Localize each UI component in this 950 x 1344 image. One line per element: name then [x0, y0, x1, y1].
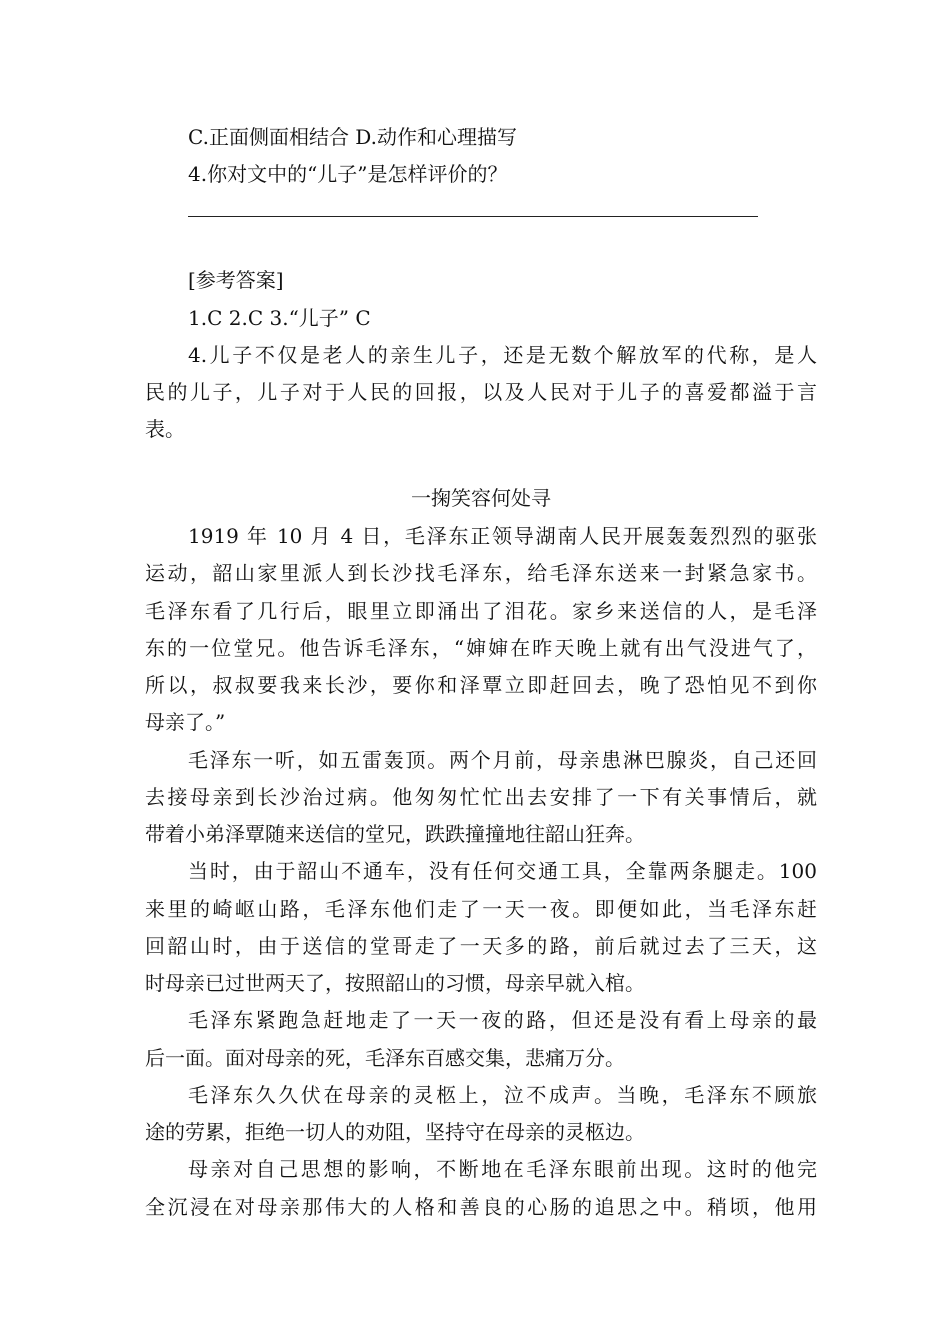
- article-line: 毛泽东紧跑急赶地走了一天一夜的路，但还是没有看上母亲的最: [188, 1008, 817, 1032]
- article-line: 当时，由于韶山不通车，没有任何交通工具，全靠两条腿走。100: [188, 859, 817, 883]
- answer-blank-line: [188, 216, 758, 217]
- answer-4-line: 民的儿子，儿子对于人民的回报，以及人民对于儿子的喜爱都溢于言: [145, 380, 817, 404]
- short-answers: 1.C 2.C 3.“儿子” C: [188, 306, 371, 330]
- article-line: 毛泽东一听，如五雷轰顶。两个月前，母亲患淋巴腺炎，自己还回: [188, 748, 817, 772]
- article-line: 1919 年 10 月 4 日，毛泽东正领导湖南人民开展轰轰烈烈的驱张: [188, 524, 817, 548]
- question-3-options: C.正面侧面相结合 D.动作和心理描写: [188, 125, 517, 149]
- article-line: 毛泽东久久伏在母亲的灵柩上，泣不成声。当晚，毛泽东不顾旅: [188, 1083, 817, 1107]
- article-line: 时母亲已过世两天了，按照韶山的习惯，母亲早就入棺。: [145, 971, 645, 995]
- article-line: 后一面。面对母亲的死，毛泽东百感交集，悲痛万分。: [145, 1046, 625, 1070]
- article-line: 运动，韶山家里派人到长沙找毛泽东，给毛泽东送来一封紧急家书。: [145, 561, 817, 585]
- article-line: 带着小弟泽覃随来送信的堂兄，跌跌撞撞地往韶山狂奔。: [145, 822, 645, 846]
- article-line: 所以，叔叔要我来长沙，要你和泽覃立即赶回去，晚了恐怕见不到你: [145, 673, 817, 697]
- article-line: 母亲对自己思想的影响，不断地在毛泽东眼前出现。这时的他完: [188, 1157, 817, 1181]
- answer-key-heading: [参考答案]: [188, 268, 284, 292]
- article-line: 毛泽东看了几行后，眼里立即涌出了泪花。家乡来送信的人，是毛泽: [145, 599, 817, 623]
- answer-4-line: 4.儿子不仅是老人的亲生儿子，还是无数个解放军的代称，是人: [188, 343, 817, 367]
- article-title: 一掬笑容何处寻: [411, 486, 551, 510]
- article-line: 来里的崎岖山路，毛泽东他们走了一天一夜。即便如此，当毛泽东赶: [145, 897, 817, 921]
- article-line: 回韶山时，由于送信的堂哥走了一天多的路，前后就过去了三天，这: [145, 934, 817, 958]
- answer-4-line: 表。: [145, 417, 185, 441]
- article-line: 途的劳累，拒绝一切人的劝阻，坚持守在母亲的灵柩边。: [145, 1120, 645, 1144]
- article-line: 母亲了。”: [145, 710, 226, 734]
- article-line: 全沉浸在对母亲那伟大的人格和善良的心肠的追思之中。稍顷，他用: [145, 1195, 817, 1219]
- article-line: 去接母亲到长沙治过病。他匆匆忙忙出去安排了一下有关事情后，就: [145, 785, 817, 809]
- article-line: 东的一位堂兄。他告诉毛泽东，“婶婶在昨天晚上就有出气没进气了，: [145, 636, 817, 660]
- question-4-prompt: 4.你对文中的“儿子”是怎样评价的？: [188, 162, 508, 186]
